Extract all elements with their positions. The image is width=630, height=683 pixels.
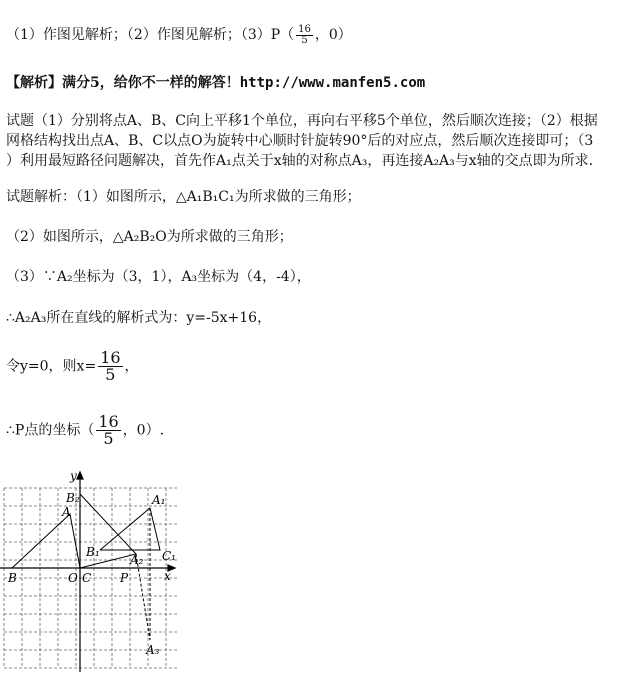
solution-step-4: ∴A₂A₃所在直线的解析式为：y=-5x+16，	[6, 310, 272, 326]
solution-step-3: （3）∵A₂坐标为（3，1），A₃坐标为（4，-4），	[6, 269, 311, 285]
label-b2: B₂	[66, 491, 80, 505]
banner-title: 【解析】满分5，给你不一样的解答！	[6, 75, 240, 91]
analysis-line-3: ）利用最短路径问题解决，首先作A₁点关于x轴的对称点A₃，再连接A₂A₃与x轴的交点即为所求.	[6, 153, 594, 169]
label-y-axis: y	[70, 469, 77, 483]
step6-text-end: ，0）.	[122, 422, 165, 439]
step5-text-end: ，	[124, 358, 139, 375]
step5-fraction	[98, 350, 122, 383]
solution-step-5	[6, 350, 139, 383]
step5-frac-den: 5	[105, 365, 116, 384]
step6-frac-num: 16	[98, 412, 119, 431]
answer-frac-den: 5	[301, 34, 308, 46]
label-c1: C₁	[162, 549, 176, 563]
step5-text: 令y=0，则x=	[6, 358, 97, 375]
analysis-banner	[6, 72, 425, 92]
label-c: C	[82, 571, 92, 585]
label-p: P	[120, 571, 129, 585]
banner-url[interactable]: http://www.manfen5.com	[239, 75, 426, 91]
label-a1: A₁	[152, 493, 166, 507]
step6-frac-den: 5	[103, 429, 114, 448]
step5-frac-num: 16	[100, 348, 121, 367]
coordinate-grid-figure	[0, 468, 180, 673]
solution-step-6	[6, 414, 164, 447]
analysis-line-1: 试题（1）分别将点A、B、C向上平移1个单位，再向右平移5个单位，然后顺次连接；（2）根据	[6, 113, 598, 129]
label-a3: A₃	[146, 643, 160, 657]
answer-frac-num: 16	[298, 23, 311, 35]
answer-fraction	[296, 25, 313, 46]
step6-text: ∴P点的坐标（	[6, 422, 95, 439]
label-o: O	[68, 571, 78, 585]
answer-line	[6, 24, 352, 46]
analysis-line-2: 网格结构找出点A、B、C以点O为旋转中心顺时针旋转90°后的对应点，然后顺次连接即可；（3	[6, 133, 594, 149]
answer-text-end: ，0）	[314, 27, 352, 43]
label-x-axis: x	[164, 569, 171, 583]
label-b: B	[8, 571, 17, 585]
solution-step-1: 试题解析：（1）如图所示，△A₁B₁C₁为所求做的三角形；	[6, 189, 361, 205]
solution-step-2: （2）如图所示，△A₂B₂O为所求做的三角形；	[6, 229, 293, 245]
answer-text: （1）作图见解析；（2）作图见解析；（3）P（	[6, 27, 295, 43]
label-a2: A₂	[130, 553, 144, 567]
figure-labels	[7, 469, 176, 657]
label-a: A	[62, 505, 71, 519]
label-b1: B₁	[86, 545, 100, 559]
step6-fraction	[96, 414, 120, 447]
